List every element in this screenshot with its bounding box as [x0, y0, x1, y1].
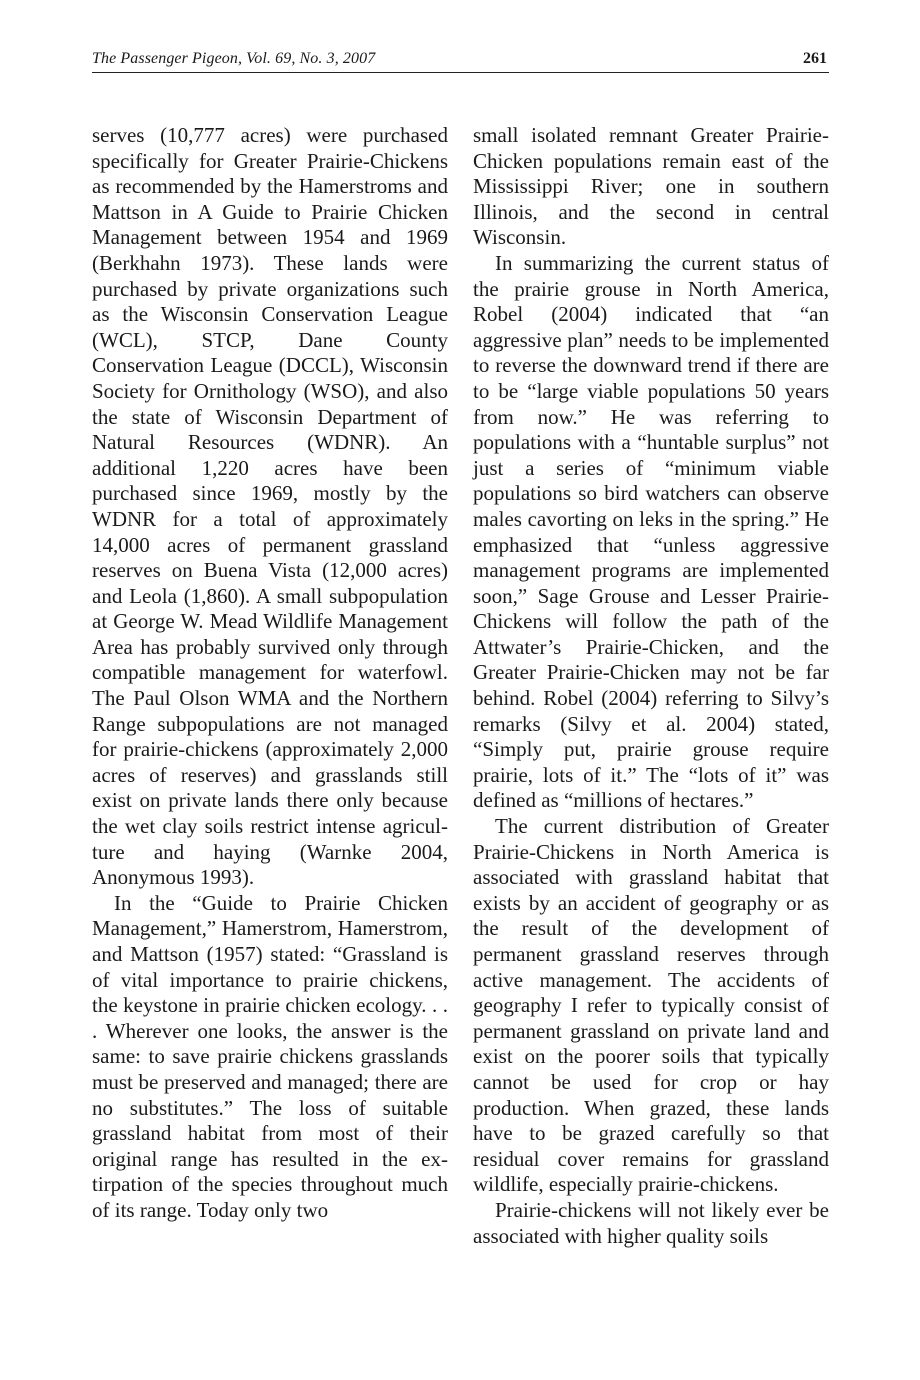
page-number: 261 [803, 50, 827, 67]
right-column [473, 123, 829, 1249]
paragraph-remnant-populations: small isolated remnant Greater Prairie-Chicken populations remain east of the Mississippi River; one in southern Illinois, and the second in central Wisconsin. [473, 123, 829, 250]
paragraph-current-distribution: The current distribution of Greater Prairie-Chickens in North America is associated with grassland habitat that exists by an accident of geography or as the result of the development of permanent grassland reserves through active management. The accidents of geography I refer to typically consist of permanent grassland on private land and exist on the poorer soils that typically cannot be used for crop or hay production. When grazed, these lands have to be grazed carefully so that residual cover remains for grassland wildlife, especially prairie-chickens. [473, 814, 829, 1197]
paragraph-soils: Prairie-chickens will not likely ever be associated with higher quality soils [473, 1197, 829, 1248]
left-column [92, 123, 448, 1224]
paragraph-current-status: In summarizing the current status of the prairie grouse in North America, Robel (2004) indicated that “an aggressive plan” needs to be implemented to reverse the downward trend if there are to be “large viable populations 50 years from now.” He was referring to populations with a “huntable surplus” not just a series of “minimum viable populations so bird watchers can observe males cavorting on leks in the spring.” He emphasized that “unless aggressive management programs are implemented soon,” Sage Grouse and Lesser Prairie-Chickens will follow the path of the Attwater’s Prairie-Chicken, and the Greater Prairie-Chicken may not be far behind. Robel (2004) referring to Silvy’s remarks (Silvy et al. 2004) stated, “Simply put, prairie grouse require prairie, lots of it.” The “lots of it” was defined as “millions of hectares.” [473, 250, 829, 813]
paragraph-reserves-purchased: serves (10,777 acres) were purchased specifically for Greater Prairie-Chickens as recommended by the Hamerstroms and Mattson in A Guide to Prairie Chicken Management between 1954 and 1969 (Berkhahn 1973). These lands were purchased by private organizations such as the Wisconsin Conservation League (WCL), STCP, Dane County Conservation League (DCCL), Wisconsin Society for Ornithology (WSO), and also the state of Wisconsin Department of Natural Resources (WDNR). An additional 1,220 acres have been purchased since 1969, mostly by the WDNR for a total of approximately 14,000 acres of permanent grassland reserves on Buena Vista (12,000 acres) and Leola (1,860). A small subpopulation at George W. Mead Wildlife Management Area has probably survived only through compatible management for waterfowl. The Paul Olson WMA and the Northern Range subpopulations are not managed for prairie-chickens (approximately 2,000 acres of reserves) and grasslands still exist on private lands there only because the wet clay soils restrict intense agriculture and haying (Warnke 2004, Anonymous 1993). [92, 123, 448, 890]
paragraph-guide-to-management: In the “Guide to Prairie Chicken Management,” Hamerstrom, Hamerstrom, and Mattson (1957) stated: “Grassland is of vital importance to prairie chickens, the keystone in prairie chicken ecology. . . . Wherever one looks, the answer is the same: to save prairie chickens grasslands must be preserved and managed; there are no substitutes.” The loss of suitable grassland habitat from most of their original range has resulted in the extirpation of the species throughout much of its range. Today only two [92, 890, 448, 1222]
journal-citation: The Passenger Pigeon, Vol. 69, No. 3, 2007 [92, 50, 376, 67]
running-head [92, 48, 829, 73]
